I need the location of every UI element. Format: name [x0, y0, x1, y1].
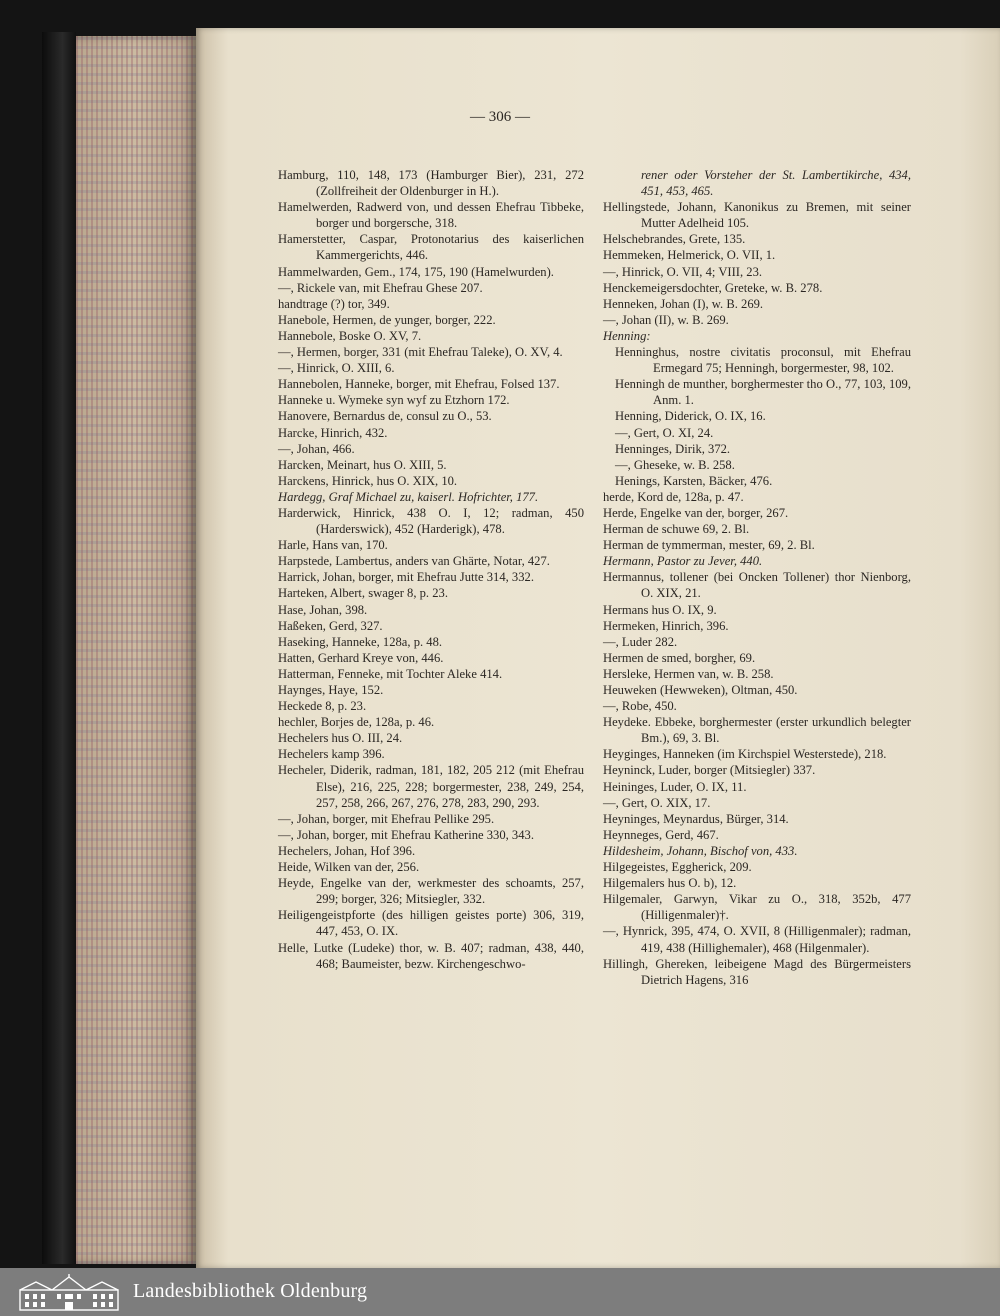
- entry-text: Heuweken (Hewweken), Oltman, 450.: [603, 683, 798, 697]
- index-entry: [603, 489, 911, 505]
- index-entry: [603, 569, 911, 601]
- entry-text: Hemmeken, Helmerick, O. VII, 1.: [603, 248, 776, 263]
- index-entry: [278, 843, 584, 859]
- entry-text: Henninges, Dirik, 372.: [615, 441, 731, 456]
- entry-text: Harcken, Meinart, hus O. XIII, 5.: [278, 457, 447, 472]
- index-subentry: [603, 376, 911, 408]
- index-entry: [278, 489, 584, 505]
- entry-text: Harcke, Hinrich, 432.: [278, 425, 388, 440]
- entry-text: Hillingh, Ghereken, leibeigene Magd des Bürgermeisters Dietrich Hagens, 316: [603, 956, 911, 987]
- page-edges: [76, 36, 196, 1264]
- entry-text: —, Rickele van, mit Ehefrau Ghese 207.: [278, 280, 483, 295]
- entry-text: rener oder Vorsteher der St. Lambertikirche, 434, 451, 453, 465.: [641, 168, 911, 199]
- index-subentry: [603, 408, 911, 424]
- entry-text: Heynneges, Gerd, 467.: [603, 827, 719, 842]
- index-entry: [278, 328, 584, 344]
- entry-text: Hecheler, Diderik, radman, 181, 182, 205 212 (mit Ehefrau Else), 216, 225, 228; borgermester, 238, 249, 254, 257, 258, 266, 267, 276, 278, 283, 290, 293.: [278, 763, 584, 810]
- index-entry: [278, 231, 584, 263]
- entry-text: Heyninges, Meynardus, Bürger, 314.: [603, 811, 789, 826]
- entry-text: —, Hinrick, O. XIII, 6.: [278, 361, 395, 376]
- entry-text: Heckede 8, p. 23.: [278, 699, 367, 714]
- index-entry: [278, 875, 584, 907]
- index-entry: [278, 940, 584, 972]
- library-name: Landesbibliothek Oldenburg: [133, 1280, 368, 1302]
- entry-text: Heydeke. Ebbeke, borghermester (erster urkundlich belegter Bm.), 69, 3. Bl.: [603, 715, 911, 746]
- index-entry: [278, 811, 584, 827]
- index-entry: [278, 441, 584, 457]
- entry-text: Hannebolen, Hanneke, borger, mit Ehefrau, Folsed 137.: [278, 377, 560, 392]
- entry-text: Herde, Engelke van der, borger, 267.: [603, 505, 789, 520]
- index-entry: [603, 779, 911, 795]
- index-entry: [603, 199, 911, 231]
- entry-text: —, Gheseke, w. B. 258.: [615, 457, 735, 472]
- entry-text: —, Johan (II), w. B. 269.: [603, 312, 729, 327]
- index-entry: [278, 762, 584, 810]
- index-entry: [278, 859, 584, 875]
- index-entry: [603, 537, 911, 553]
- index-entry: [278, 344, 584, 360]
- index-subentry: [603, 457, 911, 473]
- index-entry: [278, 634, 584, 650]
- entry-text: Henning, Diderick, O. IX, 16.: [615, 409, 766, 424]
- index-entry: [278, 312, 584, 328]
- entry-text: Hermannus, tollener (bei Oncken Tollener) thor Nienborg, O. XIX, 21.: [603, 570, 911, 601]
- index-entry: [603, 762, 911, 778]
- index-entry: [278, 296, 584, 312]
- entry-text: Hermen de smed, borgher, 69.: [603, 650, 756, 665]
- index-entry-heading: [603, 328, 911, 344]
- index-entry: [603, 875, 911, 891]
- index-entry: [603, 843, 911, 859]
- entry-text: Hamburg, 110, 148, 173 (Hamburger Bier), 231, 272 (Zollfreiheit der Oldenburger in H.).: [278, 168, 584, 199]
- index-entry: [278, 408, 584, 424]
- index-entry: [278, 425, 584, 441]
- entry-text: Heyginges, Hanneken (im Kirchspiel Westerstede), 218.: [603, 747, 887, 762]
- entry-text: Henningh de munther, borghermester tho O., 77, 103, 109, Anm. 1.: [615, 377, 911, 408]
- index-entry: [278, 280, 584, 296]
- index-subentry: [603, 441, 911, 457]
- index-entry: [278, 730, 584, 746]
- index-entry: [278, 666, 584, 682]
- entry-text: —, Robe, 450.: [603, 699, 677, 714]
- entry-text: Harteken, Albert, swager 8, p. 23.: [278, 586, 448, 601]
- index-entry: [603, 746, 911, 762]
- entry-text: Heiligengeistpforte (des hilligen geistes porte) 306, 319, 447, 453, O. IX.: [278, 908, 584, 939]
- entry-text: Hellingstede, Johann, Kanonikus zu Bremen, mit seiner Mutter Adelheid 105.: [603, 200, 911, 231]
- entry-text: Haßeken, Gerd, 327.: [278, 618, 383, 633]
- entry-text: Henneken, Johan (I), w. B. 269.: [603, 296, 764, 311]
- entry-text: handtrage (?) tor, 349.: [278, 296, 390, 311]
- index-entry: [278, 264, 584, 280]
- index-entry: [603, 296, 911, 312]
- index-entry: [603, 827, 911, 843]
- index-entry: [278, 585, 584, 601]
- entry-text: herde, Kord de, 128a, p. 47.: [603, 489, 744, 504]
- index-entry: [603, 553, 911, 569]
- index-entry: [603, 859, 911, 875]
- index-entry: [603, 505, 911, 521]
- entry-text: —, Gert, O. XIX, 17.: [603, 795, 711, 810]
- entry-text: —, Johan, borger, mit Ehefrau Katherine 330, 343.: [278, 827, 534, 842]
- index-entry: [603, 280, 911, 296]
- entry-text: Hermann, Pastor zu Jever, 440.: [603, 554, 763, 569]
- index-entry: [603, 811, 911, 827]
- entry-text: —, Luder 282.: [603, 634, 678, 649]
- entry-text: Hanebole, Hermen, de yunger, borger, 222.: [278, 312, 496, 327]
- entry-text: Hermans hus O. IX, 9.: [603, 602, 717, 617]
- entry-text: Hilgegeistes, Eggherick, 209.: [603, 860, 752, 875]
- index-column-right: [603, 167, 911, 988]
- entry-text: Hermeken, Hinrich, 396.: [603, 618, 729, 633]
- index-entry: [603, 666, 911, 682]
- index-entry: [278, 569, 584, 585]
- footer-bar: [0, 1268, 1000, 1316]
- index-entry: [278, 537, 584, 553]
- entry-text: Henings, Karsten, Bäcker, 476.: [615, 473, 773, 488]
- index-entry: [278, 505, 584, 537]
- index-entry: [603, 312, 911, 328]
- entry-text: Hilgemaler, Garwyn, Vikar zu O., 318, 352b, 477 (Hilligenmaler)†.: [603, 892, 911, 923]
- entry-text: Herman de tymmerman, mester, 69, 2. Bl.: [603, 538, 815, 553]
- index-entry: [278, 473, 584, 489]
- entry-text: Hamerstetter, Caspar, Protonotarius des kaiserlichen Kammergerichts, 446.: [278, 232, 584, 263]
- entry-text: —, Johan, 466.: [278, 441, 355, 456]
- entry-text: Hase, Johan, 398.: [278, 602, 368, 617]
- entry-text: Henning:: [603, 328, 651, 343]
- entry-text: Harpstede, Lambertus, anders van Ghärte, Notar, 427.: [278, 554, 550, 569]
- entry-text: Hechelers, Johan, Hof 396.: [278, 843, 416, 858]
- entry-text: Hatten, Gerhard Kreye von, 446.: [278, 650, 444, 665]
- entry-text: —, Hynrick, 395, 474, O. XVII, 8 (Hilligenmaler); radman, 419, 438 (Hillighemaler), 468 (Hilgenmaler).: [603, 924, 911, 955]
- entry-text: hechler, Borjes de, 128a, p. 46.: [278, 715, 435, 730]
- index-entry: [278, 553, 584, 569]
- index-entry: [603, 923, 911, 955]
- entry-text: Harckens, Hinrick, hus O. XIX, 10.: [278, 473, 458, 488]
- index-entry: [278, 376, 584, 392]
- entry-text: Hanovere, Bernardus de, consul zu O., 53.: [278, 409, 492, 424]
- index-entry: [603, 634, 911, 650]
- index-entry: [603, 264, 911, 280]
- index-entry: [603, 167, 911, 199]
- entry-text: Hildesheim, Johann, Bischof von, 433.: [603, 843, 798, 858]
- index-entry: [278, 907, 584, 939]
- index-entry: [278, 199, 584, 231]
- entry-text: Hanneke u. Wymeke syn wyf zu Etzhorn 172.: [278, 393, 510, 408]
- entry-text: Heininges, Luder, O. IX, 11.: [603, 779, 747, 794]
- entry-text: Henckemeigersdochter, Greteke, w. B. 278.: [603, 280, 823, 295]
- entry-text: Hersleke, Hermen van, w. B. 258.: [603, 666, 774, 681]
- index-entry: [278, 682, 584, 698]
- entry-text: Hammelwarden, Gem., 174, 175, 190 (Hamelwurden).: [278, 264, 554, 279]
- index-entry: [278, 392, 584, 408]
- entry-text: Hilgemalers hus O. b), 12.: [603, 876, 737, 891]
- index-entry: [278, 746, 584, 762]
- index-entry: [603, 247, 911, 263]
- index-entry: [278, 714, 584, 730]
- index-entry: [278, 650, 584, 666]
- entry-text: —, Hinrick, O. VII, 4; VIII, 23.: [603, 264, 763, 279]
- entry-text: —, Gert, O. XI, 24.: [615, 425, 714, 440]
- entry-text: Herman de schuwe 69, 2. Bl.: [603, 522, 750, 537]
- entry-text: Henninghus, nostre civitatis proconsul, mit Ehefrau Ermegard 75; Henningh, borgermester, 98, 102.: [615, 345, 911, 376]
- index-subentry: [603, 425, 911, 441]
- index-entry: [603, 891, 911, 923]
- entry-text: Hamelwerden, Radwerd von, und dessen Ehefrau Tibbeke, borger und borgersche, 318.: [278, 200, 584, 231]
- entry-text: Harrick, Johan, borger, mit Ehefrau Jutte 314, 332.: [278, 570, 534, 585]
- index-entry: [603, 698, 911, 714]
- index-entry: [603, 521, 911, 537]
- index-column-left: [278, 167, 584, 972]
- index-entry: [278, 618, 584, 634]
- entry-text: —, Hermen, borger, 331 (mit Ehefrau Taleke), O. XV, 4.: [278, 345, 563, 360]
- index-entry: [603, 682, 911, 698]
- index-entry: [603, 602, 911, 618]
- entry-text: Harderwick, Hinrick, 438 O. I, 12; radman, 450 (Harderswick), 452 (Harderigk), 478.: [278, 505, 584, 537]
- library-building-logo-icon: [16, 1274, 122, 1312]
- entry-text: Harle, Hans van, 170.: [278, 538, 388, 553]
- entry-text: Hechelers kamp 396.: [278, 747, 385, 762]
- entry-text: Haynges, Haye, 152.: [278, 683, 384, 697]
- entry-text: Helle, Lutke (Ludeke) thor, w. B. 407; radman, 438, 440, 468; Baumeister, bezw. Kirchengeschwo-: [278, 940, 584, 971]
- index-entry: [603, 956, 911, 988]
- entry-text: Helschebrandes, Grete, 135.: [603, 232, 746, 247]
- index-subentry: [603, 344, 911, 376]
- entry-text: Haseking, Hanneke, 128a, p. 48.: [278, 634, 443, 649]
- index-entry: [603, 714, 911, 746]
- index-entry: [603, 618, 911, 634]
- entry-text: —, Johan, borger, mit Ehefrau Pellike 295.: [278, 811, 495, 826]
- index-entry: [278, 360, 584, 376]
- index-entry: [278, 698, 584, 714]
- entry-text: Hannebole, Boske O. XV, 7.: [278, 328, 422, 343]
- index-entry: [603, 231, 911, 247]
- index-subentry: [603, 473, 911, 489]
- index-entry: [278, 827, 584, 843]
- index-entry: [603, 650, 911, 666]
- index-entry: [278, 457, 584, 473]
- entry-text: Heyninck, Luder, borger (Mitsiegler) 337.: [603, 763, 816, 778]
- index-entry: [278, 167, 584, 199]
- entry-text: Hardegg, Graf Michael zu, kaiserl. Hofrichter, 177.: [278, 489, 539, 504]
- index-entry: [278, 602, 584, 618]
- entry-text: Heide, Wilken van der, 256.: [278, 860, 420, 875]
- entry-text: Hatterman, Fenneke, mit Tochter Aleke 414.: [278, 666, 503, 681]
- entry-text: Hechelers hus O. III, 24.: [278, 731, 403, 746]
- index-entry: [603, 795, 911, 811]
- entry-text: Heyde, Engelke van der, werkmester des schoamts, 257, 299; borger, 326; Mitsiegler, 332.: [278, 876, 584, 907]
- book-cover-edge: [42, 32, 76, 1264]
- page-number: — 306 —: [470, 109, 530, 125]
